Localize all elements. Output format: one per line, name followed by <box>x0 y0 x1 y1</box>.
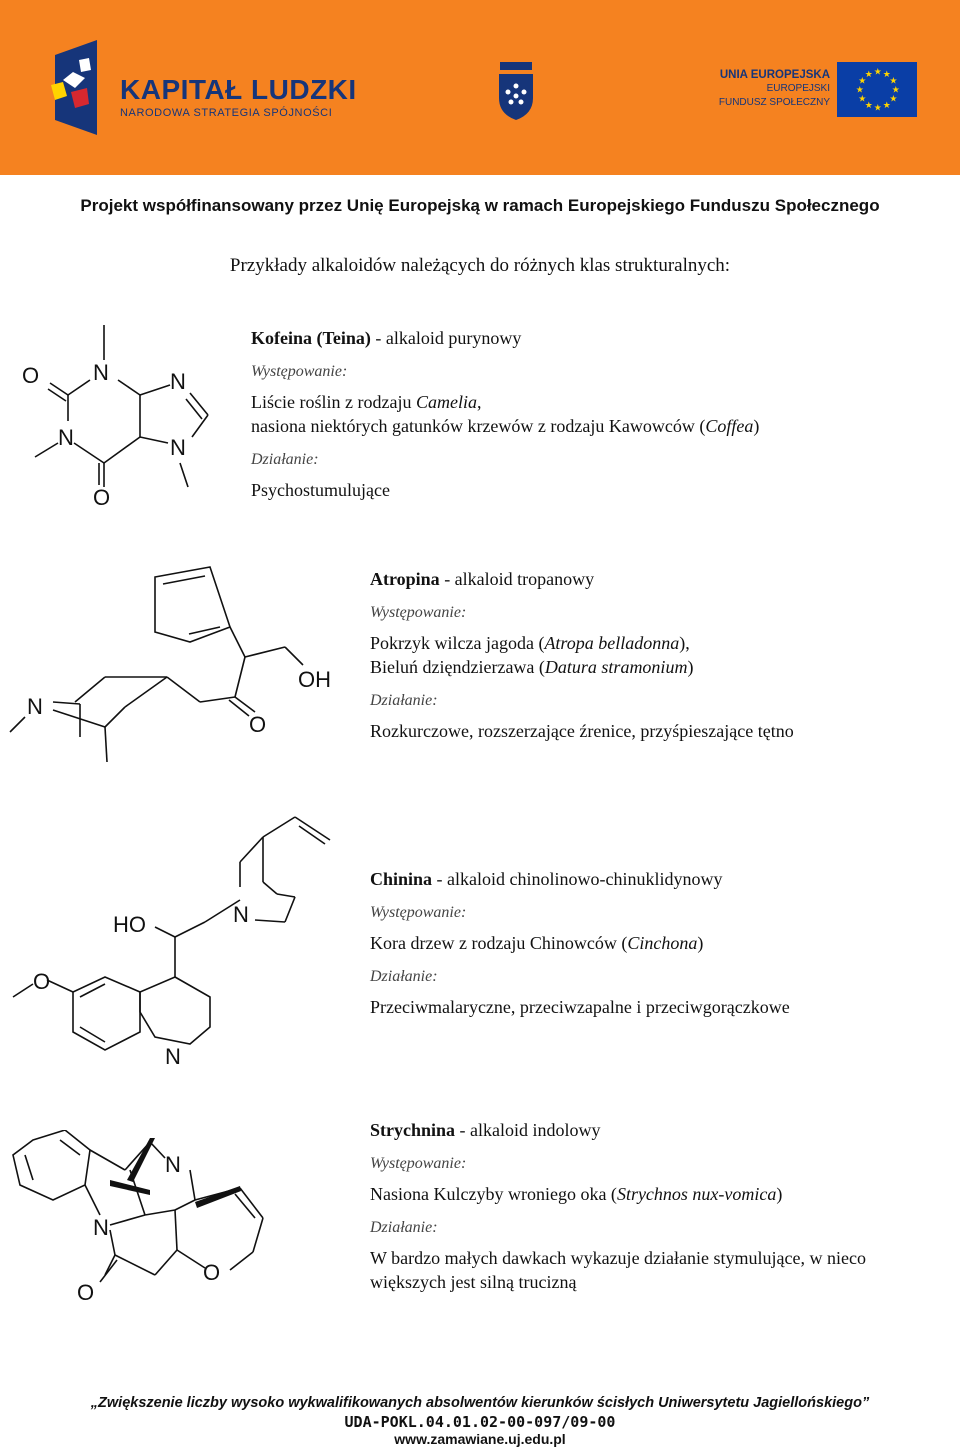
entry-strychnine <box>370 1118 866 1294</box>
eu-star-icon: ★ <box>882 68 891 79</box>
eu-line2: EUROPEJSKI <box>766 83 830 94</box>
entry-name: Chinina <box>370 869 433 889</box>
quinine-structure <box>5 812 345 1070</box>
atom-N: N <box>165 1044 181 1069</box>
eu-text <box>715 68 830 110</box>
entry-class: - alkaloid tropanowy <box>439 569 595 589</box>
atom-N: N <box>170 435 186 460</box>
occurrence-line: Kora drzew z rodzaju Chinowców (Cinchona) <box>370 933 704 953</box>
entry-caffeine <box>251 326 759 502</box>
atom-N: N <box>165 1152 181 1177</box>
occurrence-label: Występowanie: <box>370 1155 467 1172</box>
atom-N: N <box>58 425 74 450</box>
occurrence-line: Nasiona Kulczyby wroniego oka (Strychnos nux-vomica) <box>370 1184 783 1204</box>
entry-name: Atropina <box>370 569 440 589</box>
action-text: W bardzo małych dawkach wykazuje działanie stymulujące, w nieco <box>370 1248 866 1268</box>
occurrence-line: Bieluń dzięndzierzawa (Datura stramonium) <box>370 657 694 677</box>
eu-star-icon: ★ <box>873 66 882 77</box>
action-label: Działanie: <box>370 692 438 709</box>
occurrence-label: Występowanie: <box>370 904 467 921</box>
occurrence-line: Pokrzyk wilcza jagoda (Atropa belladonna), <box>370 633 690 653</box>
atom-O: O <box>203 1260 221 1285</box>
eu-star-icon: ★ <box>858 93 867 104</box>
kl-title: KAPITAŁ LUDZKI <box>120 74 357 105</box>
entry-name: Strychnina <box>370 1120 456 1140</box>
footer-url[interactable]: www.zamawiane.uj.edu.pl <box>394 1431 566 1447</box>
project-line: Projekt współfinansowany przez Unię Europejską w ramach Europejskiego Funduszu Społecznego <box>80 196 880 215</box>
footer-project-title: „Zwiększenie liczby wysoko wykwalifikowanych absolwentów kierunków ścisłych Uniwersytetu Jagiellońskiego” <box>90 1395 870 1411</box>
atom-HO: HO <box>113 912 146 937</box>
caffeine-structure <box>20 325 220 525</box>
eu-star-icon: ★ <box>855 84 864 95</box>
republic-crest-icon <box>497 62 535 120</box>
atom-N: N <box>93 1215 109 1240</box>
occurrence-label: Występowanie: <box>251 363 348 380</box>
eu-star-icon: ★ <box>889 93 898 104</box>
atom-N: N <box>93 360 109 385</box>
entry-class: - alkaloid purynowy <box>370 328 522 348</box>
action-text: większych jest silną trucizną <box>370 1272 577 1292</box>
atom-O: O <box>22 363 40 388</box>
footer <box>0 1395 960 1447</box>
atom-O: O <box>33 969 51 994</box>
entry-class: - alkaloid indolowy <box>455 1120 601 1140</box>
strychnine-structure <box>5 1130 285 1320</box>
occurrence-label: Występowanie: <box>370 604 467 621</box>
atom-O: O <box>77 1280 95 1305</box>
kl-subtitle: NARODOWA STRATEGIA SPÓJNOŚCI <box>120 107 333 119</box>
eu-line3: FUNDUSZ SPOŁECZNY <box>718 97 830 108</box>
action-text: Psychostumulujące <box>251 480 390 500</box>
eu-star-icon: ★ <box>889 75 898 86</box>
occurrence-line: Liście roślin z rodzaju Camelia, <box>251 392 482 412</box>
entry-name: Kofeina (Teina) <box>251 328 371 348</box>
atom-OH: OH <box>298 667 331 692</box>
action-label: Działanie: <box>370 1219 438 1236</box>
kapital-ludzki-text <box>120 74 357 119</box>
entry-class: - alkaloid chinolinowo-chinuklidynowy <box>432 869 723 889</box>
eu-star-icon: ★ <box>873 102 882 113</box>
action-text: Przeciwmalaryczne, przeciwzapalne i przeciwgorączkowe <box>370 997 790 1017</box>
footer-code: UDA-POKL.04.01.02-00-097/09-00 <box>344 1413 616 1431</box>
occurrence-line: nasiona niektórych gatunków krzewów z rodzaju Kawowców (Coffea) <box>251 416 760 436</box>
eu-line1: UNIA EUROPEJSKA <box>719 69 830 81</box>
eu-star-icon: ★ <box>864 100 873 111</box>
atom-N: N <box>233 902 249 927</box>
eu-star-icon: ★ <box>891 84 900 95</box>
action-label: Działanie: <box>370 968 438 985</box>
atropine-structure <box>5 562 350 772</box>
header-banner <box>0 0 960 175</box>
entry-quinine <box>370 867 790 1019</box>
eu-star-icon: ★ <box>882 100 891 111</box>
atom-N: N <box>170 369 186 394</box>
action-label: Działanie: <box>251 451 319 468</box>
intro-text: Przykłady alkaloidów należących do różnych klas strukturalnych: <box>229 255 731 276</box>
atom-O: O <box>93 485 111 510</box>
eu-star-icon: ★ <box>864 68 873 79</box>
entry-atropine <box>370 567 794 743</box>
action-text: Rozkurczowe, rozszerzające źrenice, przyśpieszające tętno <box>370 721 794 741</box>
eu-flag-icon <box>837 62 917 117</box>
atom-N: N <box>27 694 43 719</box>
atom-O: O <box>249 712 267 737</box>
eu-star-icon: ★ <box>858 75 867 86</box>
